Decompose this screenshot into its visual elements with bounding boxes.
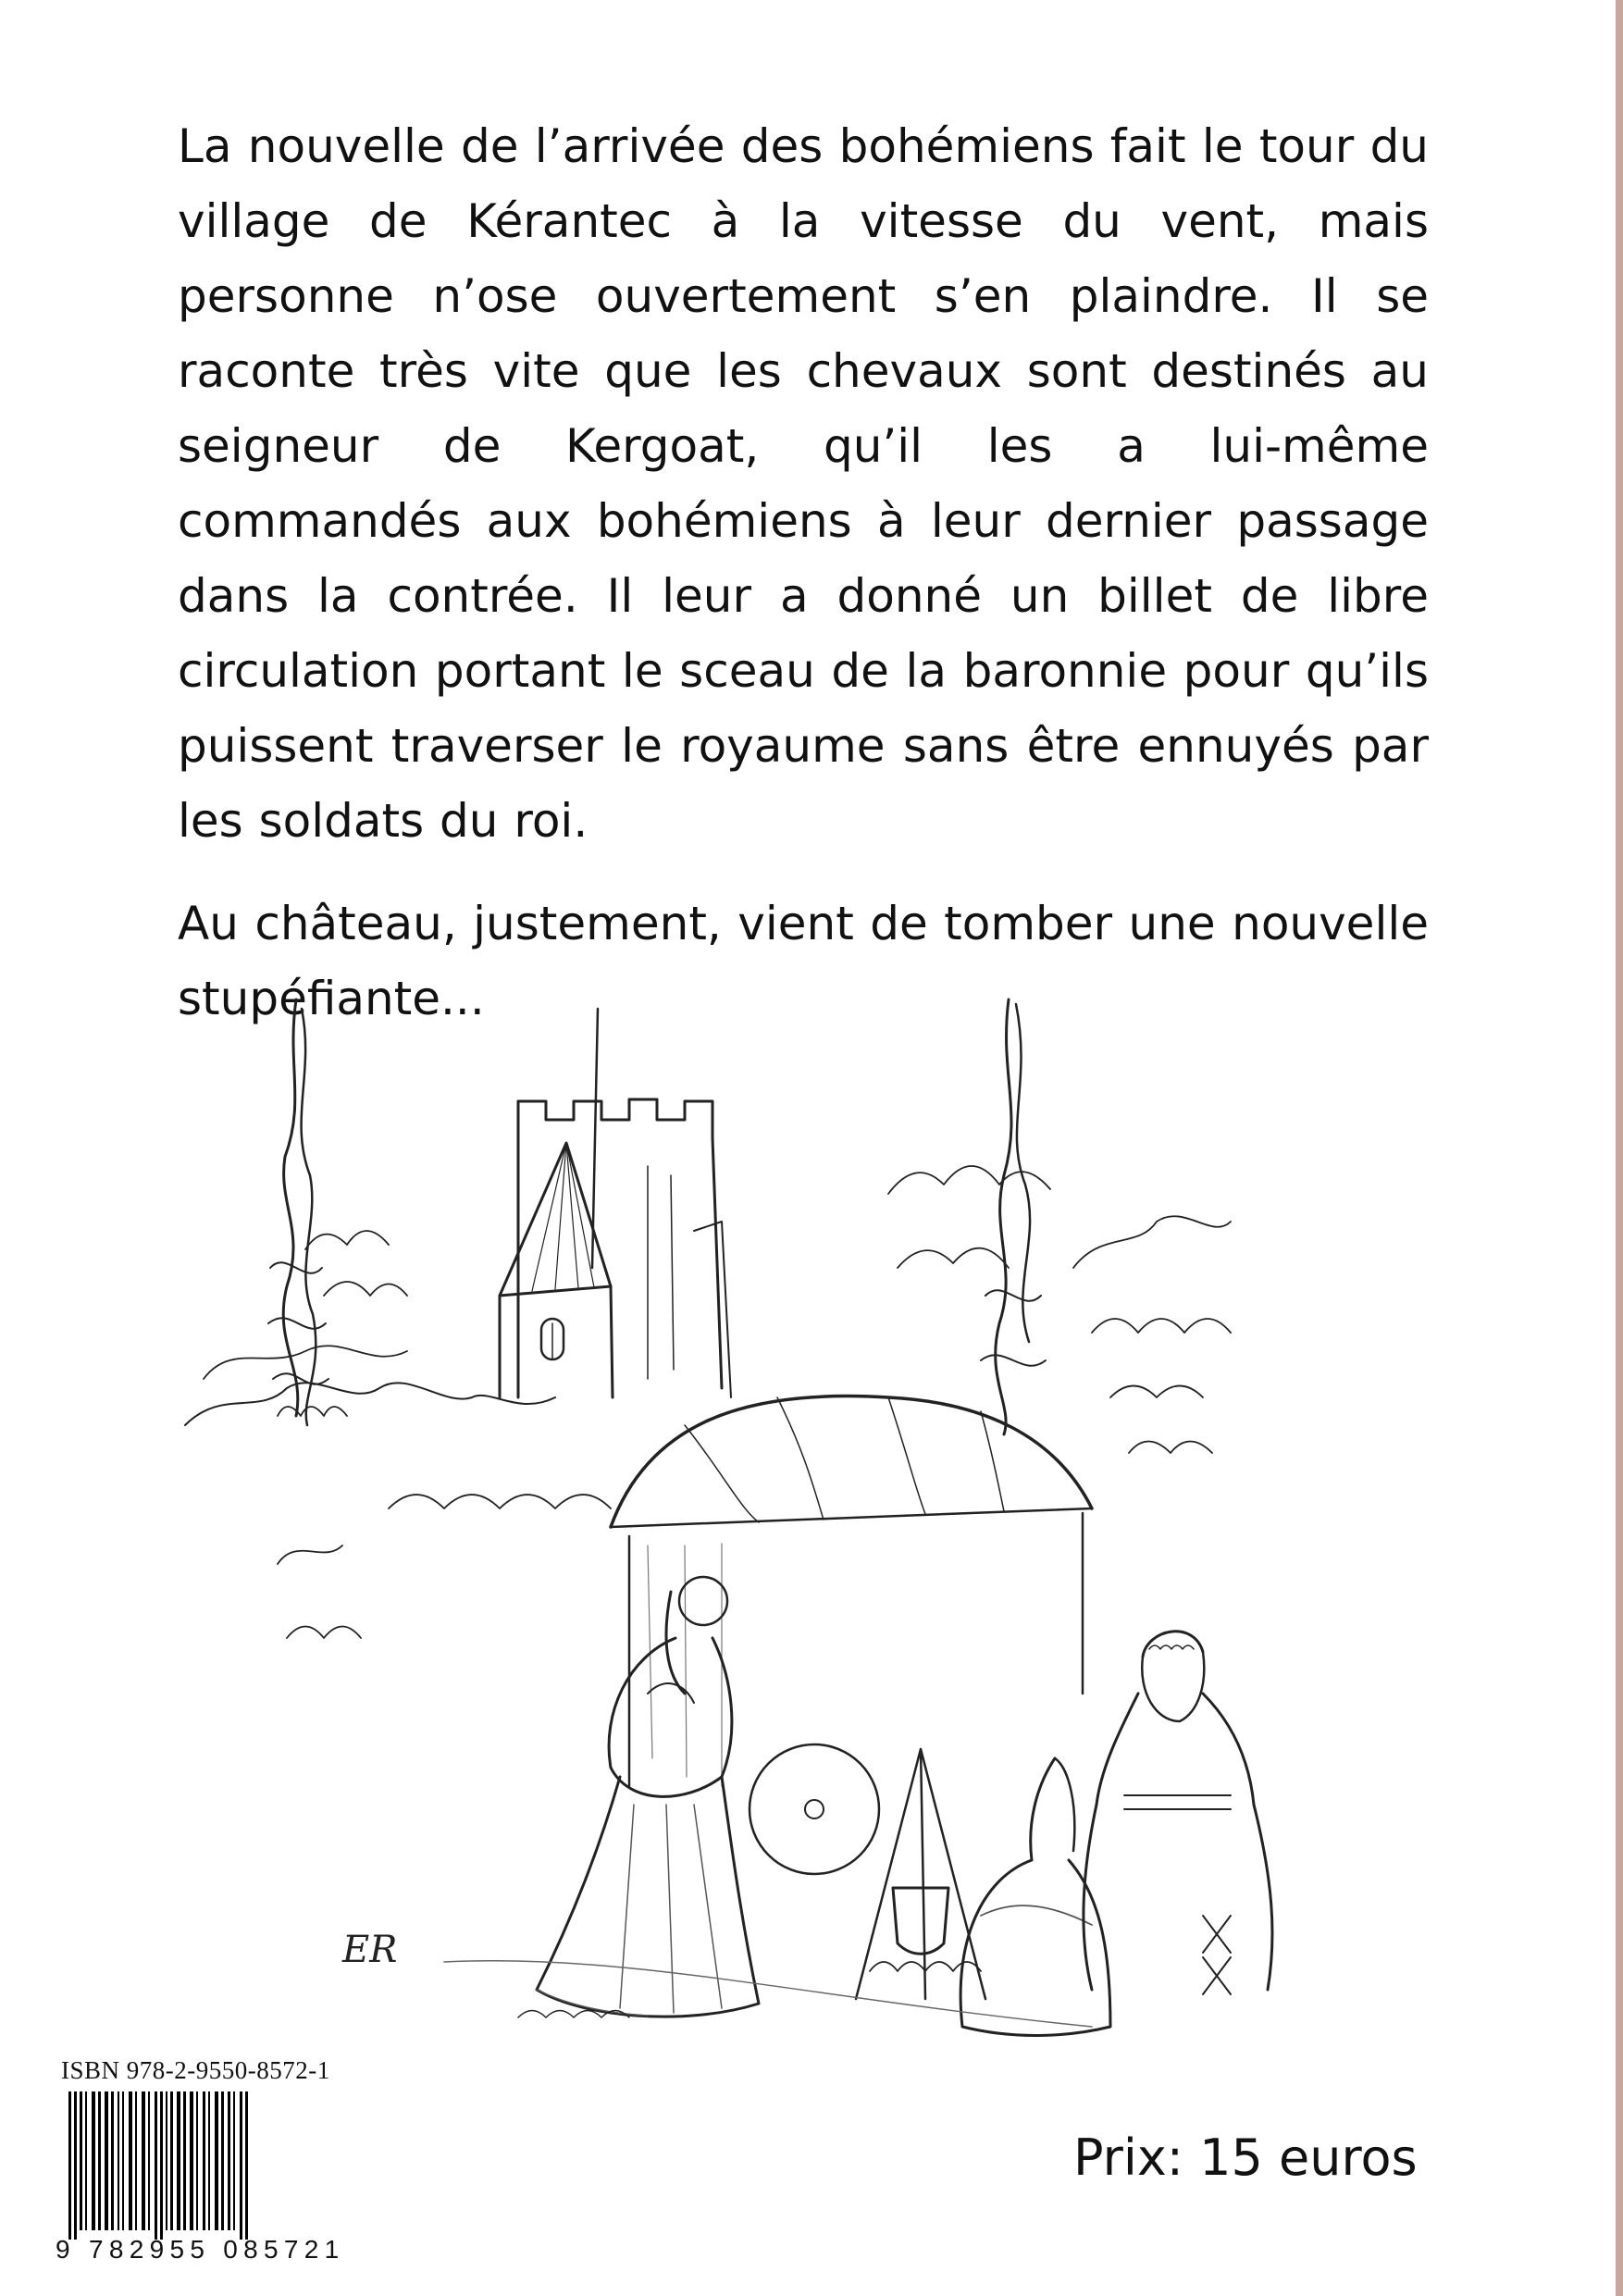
- artist-signature: ER: [342, 1929, 398, 1971]
- barcode-bar: [135, 2091, 137, 2230]
- barcode-bar: [221, 2091, 224, 2230]
- barcode-bar: [203, 2091, 205, 2230]
- barcode-bar: [80, 2091, 82, 2230]
- barcode-bar: [240, 2091, 242, 2240]
- barcode-bar: [68, 2091, 71, 2240]
- barcode-icon: [56, 2091, 389, 2240]
- barcode-bar: [111, 2091, 114, 2230]
- barcode-bar: [233, 2091, 235, 2230]
- barcode-bar: [98, 2091, 101, 2230]
- barcode-bar: [74, 2091, 77, 2240]
- isbn-label: ISBN 978-2-9550-8572-1: [61, 2056, 330, 2084]
- barcode-bar: [215, 2091, 218, 2230]
- castle-caravan-sketch-icon: [167, 990, 1388, 2091]
- barcode-bar: [122, 2091, 124, 2230]
- barcode-bar: [228, 2091, 230, 2230]
- barcode-bar: [118, 2091, 119, 2230]
- barcode-bar: [160, 2091, 163, 2240]
- blurb-paragraph-2: Au château, justement, vient de tomber une nouvelle stupéfiante...: [178, 897, 1429, 1025]
- price-label: Prix: 15 euros: [1073, 2128, 1418, 2187]
- barcode-bar: [142, 2091, 145, 2230]
- barcode-bar: [85, 2091, 87, 2230]
- blurb-paragraph-1: La nouvelle de l’arrivée des bohémiens fait le tour du village de Kérantec à la vitesse du vent, mais personne n’ose ouvertement s’en plaindre. Il se raconte très vite que les chevaux sont destinés au seigneur de Kergoat, qu’il les a lui-même commandés aux bohémiens à leur dernier passage dans la contrée. Il leur a donné un billet de libre circulation portant le sceau de la baronnie pour qu’ils puissent traverser le royaume sans être ennuyés par les soldats du roi.: [178, 119, 1429, 848]
- barcode-bar: [166, 2091, 167, 2230]
- barcode-bar: [92, 2091, 95, 2230]
- isbn-barcode-block: [56, 2056, 389, 2269]
- back-cover-blurb: [178, 109, 1429, 1064]
- barcode-bar: [177, 2091, 180, 2230]
- barcode-bar: [129, 2091, 132, 2230]
- barcode-bar: [105, 2091, 108, 2230]
- barcode-bar: [155, 2091, 157, 2240]
- barcode-bar: [196, 2091, 198, 2230]
- barcode-bar: [170, 2091, 173, 2230]
- barcode-bar: [183, 2091, 186, 2230]
- barcode-bar: [245, 2091, 248, 2240]
- barcode-bar: [148, 2091, 150, 2230]
- ean-digits: 9 782955 085721: [56, 2235, 345, 2264]
- cover-edge-strip: [1616, 0, 1623, 2296]
- barcode-bar: [208, 2091, 210, 2230]
- barcode-bar: [190, 2091, 193, 2230]
